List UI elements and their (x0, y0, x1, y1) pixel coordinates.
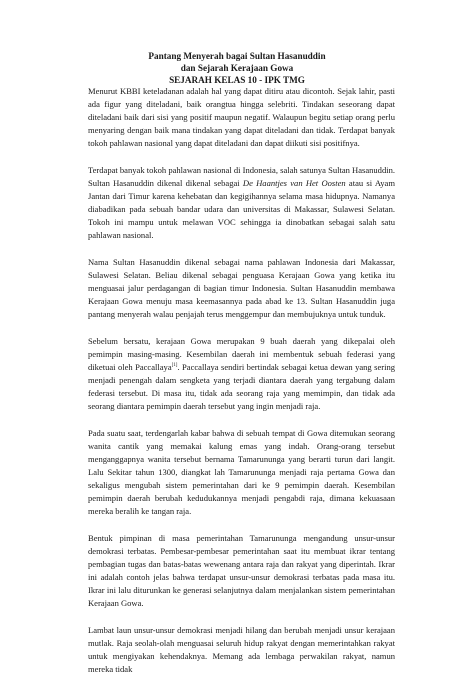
title-line-2: dan Sejarah Kerajaan Gowa (180, 63, 294, 73)
title-line-1: Pantang Menyerah bagai Sultan Hasanuddin (148, 51, 326, 61)
paragraph-7: Lambat laun unsur-unsur demokrasi menjadi hilang dan berubah menjadi unsur kerajaan mutlak. Raja seolah-olah menguasai seluruh hidup rakyat dengan memerintahkan rakyat untuk mengiyakan kehendaknya. Memang ada lembaga perwakilan rakyat, namun mereka tidak (88, 625, 395, 674)
paragraph-6: Bentuk pimpinan di masa pemerintahan Tamarununga mengandung unsur-unsur demokrasi terbatas. Pembesar-pembesar pemerintahan saat itu membuat ikrar tentang pembagian tugas dan batas-batas wewenang antara raja dan rakyat yang diperintah. Ikrar ini adalah contoh jelas bahwa terdapat unsur-unsur demokrasi terbatas pada masa itu. Ikrar ini lalu diturunkan ke generasi selanjutnya dalam menjalankan sistem pemerintahan Kerajaan Gowa. (88, 533, 395, 608)
paragraph-2-italic: De Haantjes van Het Oosten (242, 178, 346, 188)
paragraph-4-text-b: . Paccallaya sendiri bertindak sebagai ketua dewan yang sering menjadi penengah dalam sengketa yang terjadi diantara daerah yang tergabung dalam federasi tersebut. Di masa itu, tidak ada seorang raja yang memimpin, dan tidak ada seorang diantara pemimpin daerah tersebut yang ingin menjadi raja. (88, 362, 396, 411)
paragraph-2-text-b: atau si Ayam Jantan dari Timur karena kehebatan dan kegigihannya selama masa hidupnya. Namanya diabadikan pada sebuah bandar udara dan universitas di Makassar, Sulawesi Selatan. Tokoh ini mampu untuk melawan VOC sehingga ia dinobatkan sebagai salah satu pahlawan nasional. (88, 178, 395, 240)
paragraph-3: Nama Sultan Hasanuddin dikenal sebagai nama pahlawan Indonesia dari Makassar, Sulawesi Selatan. Beliau dikenal sebagai penguasa Kerajaan Gowa yang ketika itu menguasai jalur perdagangan di bagian timur Indonesia. Sultan Hasanuddin membawa Kerajaan Gowa menuju masa keemasannya pada abad ke 13. Sultan Hasanuddin juga pantang menyerah walau penjajah terus menggempur dan membujuknya untuk tunduk. (88, 257, 395, 319)
document-title (0, 50, 474, 86)
document-body (88, 85, 395, 676)
paragraph-2-text-a: Terdapat banyak tokoh pahlawan nasional di Indonesia, salah satunya Sultan Hasanuddin. Sultan Hasanuddin dikenal dikenal sebagai (88, 165, 396, 188)
paragraph-4-text-a: Sebelum bersatu, kerajaan Gowa merupakan 9 buah daerah yang dikepalai oleh pemimpin masing-masing. Kesembilan daerah ini membentuk sebuah federasi yang diketuai oleh Paccallaya (88, 336, 395, 372)
paragraph-4 (88, 335, 395, 413)
paragraph-1: Menurut KBBI keteladanan adalah hal yang dapat ditiru atau dicontoh. Sejak lahir, pasti ada figur yang diteladani, baik orangtua hingga selebriti. Tindakan seseorang dapat diteladani baik dari sisi yang positif maupun negatif. Walaupun begitu setiap orang perlu menyaring dengan baik mana tindakan yang dapat diteladani dan tidak. Terdapat banyak tokoh pahlawan nasional yang dapat diteladani dan dapat diikuti sisi positifnya. (88, 86, 395, 148)
paragraph-5: Pada suatu saat, terdengarlah kabar bahwa di sebuah tempat di Gowa ditemukan seorang wanita cantik yang memakai kalung emas yang indah. Orang-orang tersebut menganggapnya wanita tersebut bernama Tamarununga yang berarti turun dari langit. Lalu Sekitar tahun 1300, diangkat lah Tamarununga menjadi raja pertama Gowa dan sekaligus mengubah sistem pemerintahan dari ke 9 pemimpin daerah. Kesembilan pemimpin daerah berubah kedudukannya menjadi pengabdi raja, dimana kekuasaan mereka beralih ke tangan raja. (88, 428, 395, 516)
footnote-ref[interactable]: [1] (171, 363, 178, 369)
paragraph-2 (88, 164, 395, 242)
title-line-3: SEJARAH KELAS 10 - IPK TMG (169, 75, 305, 85)
